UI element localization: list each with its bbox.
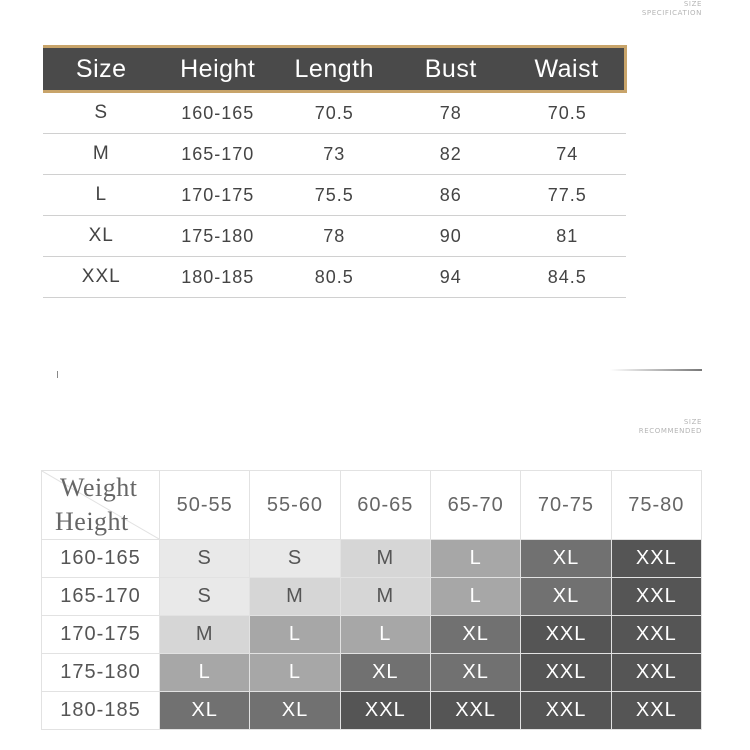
spec-cell-size: XXL (43, 257, 160, 298)
spec-cell-waist: 84.5 (509, 257, 626, 298)
rec-size-cell: S (250, 540, 340, 578)
rec-size-cell: XL (160, 692, 250, 730)
corner-height-label: Height (55, 507, 129, 536)
rec-size-cell: XXL (611, 616, 701, 654)
spec-header-waist: Waist (509, 47, 626, 92)
spec-row (43, 134, 626, 175)
rec-size-cell: L (160, 654, 250, 692)
spec-header-row (43, 47, 626, 92)
rec-size-cell: XXL (611, 540, 701, 578)
rec-header-weight: 50-55 (160, 471, 250, 540)
rec-row-height: 175-180 (42, 654, 160, 692)
rec-row (42, 692, 702, 730)
rec-header-weight: 60-65 (340, 471, 430, 540)
rec-size-cell: XL (340, 654, 430, 692)
spec-cell-bust: 82 (393, 134, 510, 175)
rec-size-cell: M (250, 578, 340, 616)
rec-size-cell: XL (521, 578, 611, 616)
rec-header-weight: 70-75 (521, 471, 611, 540)
spec-cell-waist: 70.5 (509, 92, 626, 134)
rec-size-cell: L (250, 654, 340, 692)
spec-cell-bust: 86 (393, 175, 510, 216)
rec-size-cell: XXL (521, 692, 611, 730)
spec-cell-bust: 90 (393, 216, 510, 257)
rec-size-cell: XXL (611, 654, 701, 692)
rec-size-cell: XXL (521, 616, 611, 654)
rec-size-cell: M (340, 540, 430, 578)
rec-size-cell: L (250, 616, 340, 654)
spec-header-length: Length (276, 47, 393, 92)
rec-size-cell: XL (430, 616, 520, 654)
rec-size-cell: XXL (430, 692, 520, 730)
spec-row (43, 92, 626, 134)
spec-cell-height: 170-175 (160, 175, 277, 216)
spec-cell-length: 78 (276, 216, 393, 257)
spec-cell-size: M (43, 134, 160, 175)
rec-header-weight: 65-70 (430, 471, 520, 540)
rec-size-cell: XXL (340, 692, 430, 730)
rec-size-cell: L (340, 616, 430, 654)
spec-cell-height: 165-170 (160, 134, 277, 175)
spec-cell-length: 80.5 (276, 257, 393, 298)
spec-cell-size: XL (43, 216, 160, 257)
rec-size-cell: XXL (521, 654, 611, 692)
spec-cell-height: 160-165 (160, 92, 277, 134)
rec-corner-cell (42, 471, 160, 540)
spec-row (43, 175, 626, 216)
rec-row (42, 654, 702, 692)
rec-row (42, 578, 702, 616)
spec-header-bust: Bust (393, 47, 510, 92)
spec-cell-height: 180-185 (160, 257, 277, 298)
recommended-caption-line2: RECOMMENDED (638, 427, 702, 435)
spec-cell-length: 73 (276, 134, 393, 175)
spec-header-height: Height (160, 47, 277, 92)
rec-size-cell: M (340, 578, 430, 616)
rec-size-cell: S (160, 540, 250, 578)
spec-header-size: Size (43, 47, 160, 92)
rec-size-cell: XXL (611, 692, 701, 730)
rec-header-row (42, 471, 702, 540)
rec-size-cell: M (160, 616, 250, 654)
rec-row (42, 616, 702, 654)
rec-row (42, 540, 702, 578)
spec-cell-height: 175-180 (160, 216, 277, 257)
rec-size-cell: XL (250, 692, 340, 730)
spec-cell-bust: 94 (393, 257, 510, 298)
divider-tick (57, 371, 58, 378)
rec-row-height: 160-165 (42, 540, 160, 578)
recommended-caption-line1: SIZE (683, 418, 702, 426)
spec-row (43, 257, 626, 298)
rec-header-weight: 75-80 (611, 471, 701, 540)
spec-cell-waist: 81 (509, 216, 626, 257)
spec-caption-line2: SPECIFICATION (641, 9, 702, 17)
spec-cell-size: L (43, 175, 160, 216)
size-recommendation-table (41, 470, 702, 730)
rec-row-height: 170-175 (42, 616, 160, 654)
rec-header-weight: 55-60 (250, 471, 340, 540)
spec-cell-size: S (43, 92, 160, 134)
spec-cell-waist: 74 (509, 134, 626, 175)
rec-size-cell: XL (430, 654, 520, 692)
divider-rule (610, 369, 702, 371)
rec-size-cell: XL (521, 540, 611, 578)
rec-size-cell: L (430, 540, 520, 578)
recommended-caption (639, 418, 702, 436)
spec-cell-length: 70.5 (276, 92, 393, 134)
rec-size-cell: L (430, 578, 520, 616)
size-specification-table (43, 45, 627, 298)
spec-cell-bust: 78 (393, 92, 510, 134)
spec-caption (642, 0, 702, 18)
spec-caption-line1: SIZE (683, 0, 702, 8)
spec-cell-length: 75.5 (276, 175, 393, 216)
rec-row-height: 180-185 (42, 692, 160, 730)
spec-row (43, 216, 626, 257)
spec-cell-waist: 77.5 (509, 175, 626, 216)
rec-size-cell: S (160, 578, 250, 616)
rec-row-height: 165-170 (42, 578, 160, 616)
corner-weight-label: Weight (60, 473, 138, 502)
rec-size-cell: XXL (611, 578, 701, 616)
